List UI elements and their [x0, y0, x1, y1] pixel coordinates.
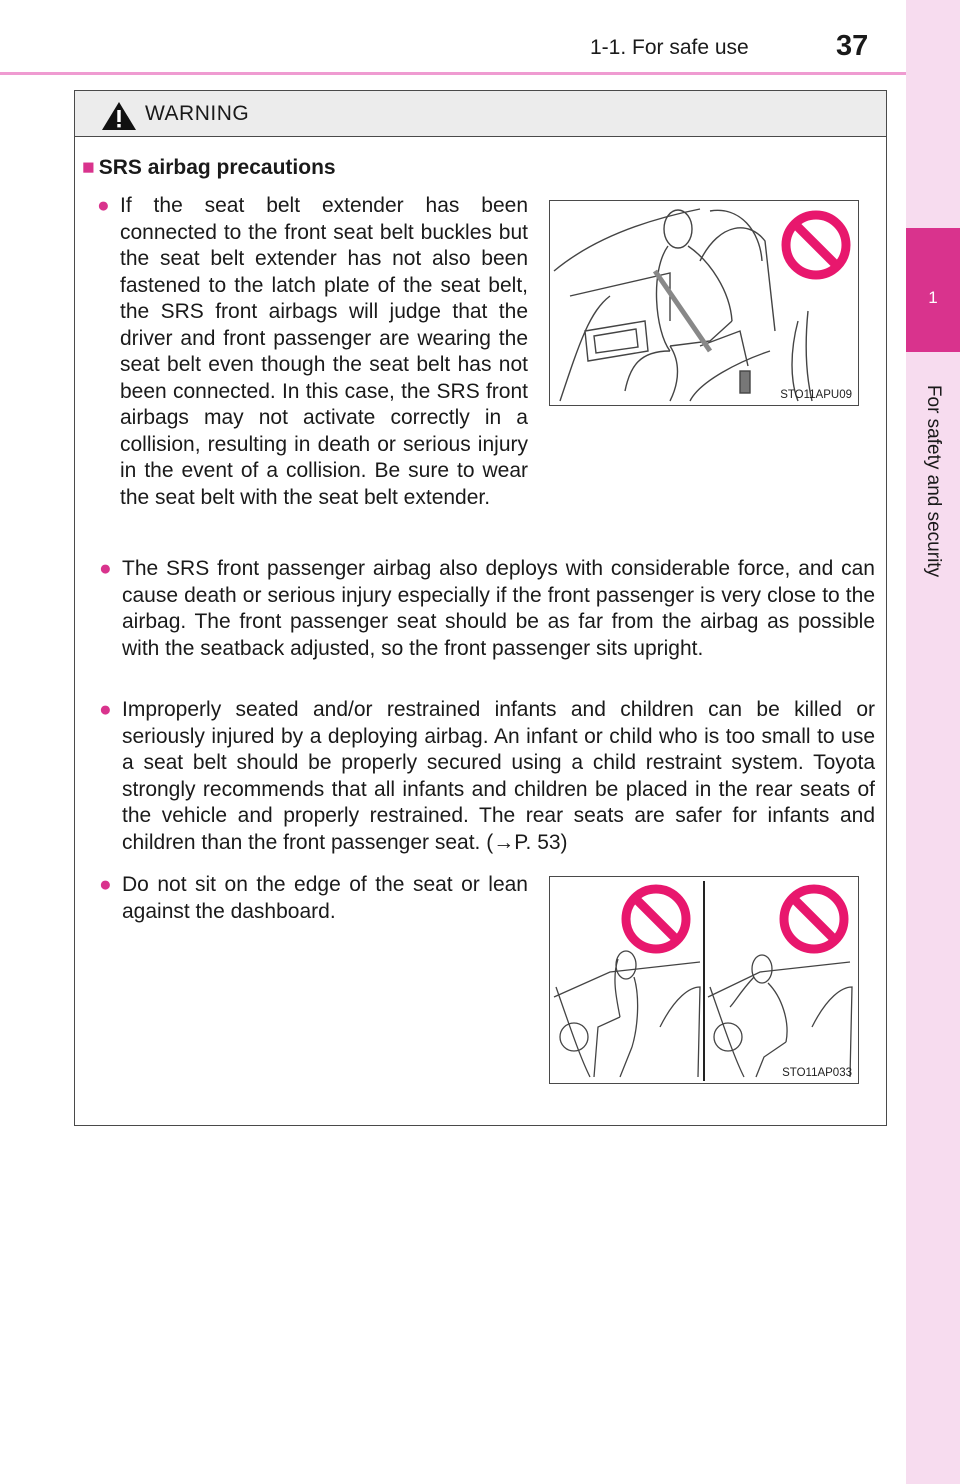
bullet-marker: ● [97, 194, 110, 217]
section-title: 1-1. For safe use [590, 36, 749, 59]
bullet-item [99, 872, 528, 925]
bullet-item [99, 697, 875, 856]
bullet-item [99, 556, 875, 662]
prohibition-icon [778, 883, 850, 955]
warning-label: WARNING [145, 102, 250, 125]
bullet-text: Improperly seated and/or restrained infants and children can be killed or seriously injured by a deploying airbag. An infant or child who is too small to use a seat belt should be properly secured using a child restraint system. Toyota strongly recommends that all infants and children be placed in the rear seats of the vehicle and properly restrained. The rear seats are safer for infants and children than the front passenger seat. (→P. 53) [122, 698, 875, 854]
chapter-side-tab [906, 0, 960, 1484]
chapter-number: 1 [928, 288, 938, 307]
bullet-marker: ● [99, 873, 112, 896]
bullet-marker: ● [99, 698, 112, 721]
bullet-marker: ● [99, 557, 112, 580]
figure-code: STO11APU09 [780, 389, 852, 401]
prohibition-icon [620, 883, 692, 955]
subheading [82, 156, 336, 180]
seating-posture-figure [549, 876, 859, 1084]
bullet-item [97, 193, 528, 511]
header-rule [0, 72, 906, 75]
bullet-text: Do not sit on the edge of the seat or lean against the dashboard. [122, 873, 528, 923]
page-number: 37 [836, 30, 869, 62]
chapter-title: For safety and security [923, 384, 944, 578]
seat-belt-extender-figure [549, 200, 859, 406]
warning-triangle-icon [101, 101, 137, 131]
bullet-text: If the seat belt extender has been connected to the front seat belt buckles but the seat belt extender has not also been fastened to the latch plate of the seat belt, the SRS front airbags will judge that the driver and front passenger are wearing the seat belt even though the seat belt has not been connected. In this case, the SRS front airbags may not activate correctly in a collision, resulting in death or serious injury in the event of a collision. Be sure to wear the seat belt with the seat belt extender. [120, 194, 528, 509]
warning-header [75, 91, 886, 137]
figure-code: STO11AP033 [782, 1067, 852, 1079]
bullet-text: The SRS front passenger airbag also deploys with considerable force, and can cause death or serious injury especially if the front passenger is very close to the airbag. The front passenger seat should be as far from the airbag as possible with the seatback adjusted, so the front passenger sits upright. [122, 557, 875, 660]
subheading-marker: ■ [82, 156, 95, 179]
prohibition-icon [780, 209, 852, 281]
subheading-text: SRS airbag precautions [98, 156, 336, 179]
